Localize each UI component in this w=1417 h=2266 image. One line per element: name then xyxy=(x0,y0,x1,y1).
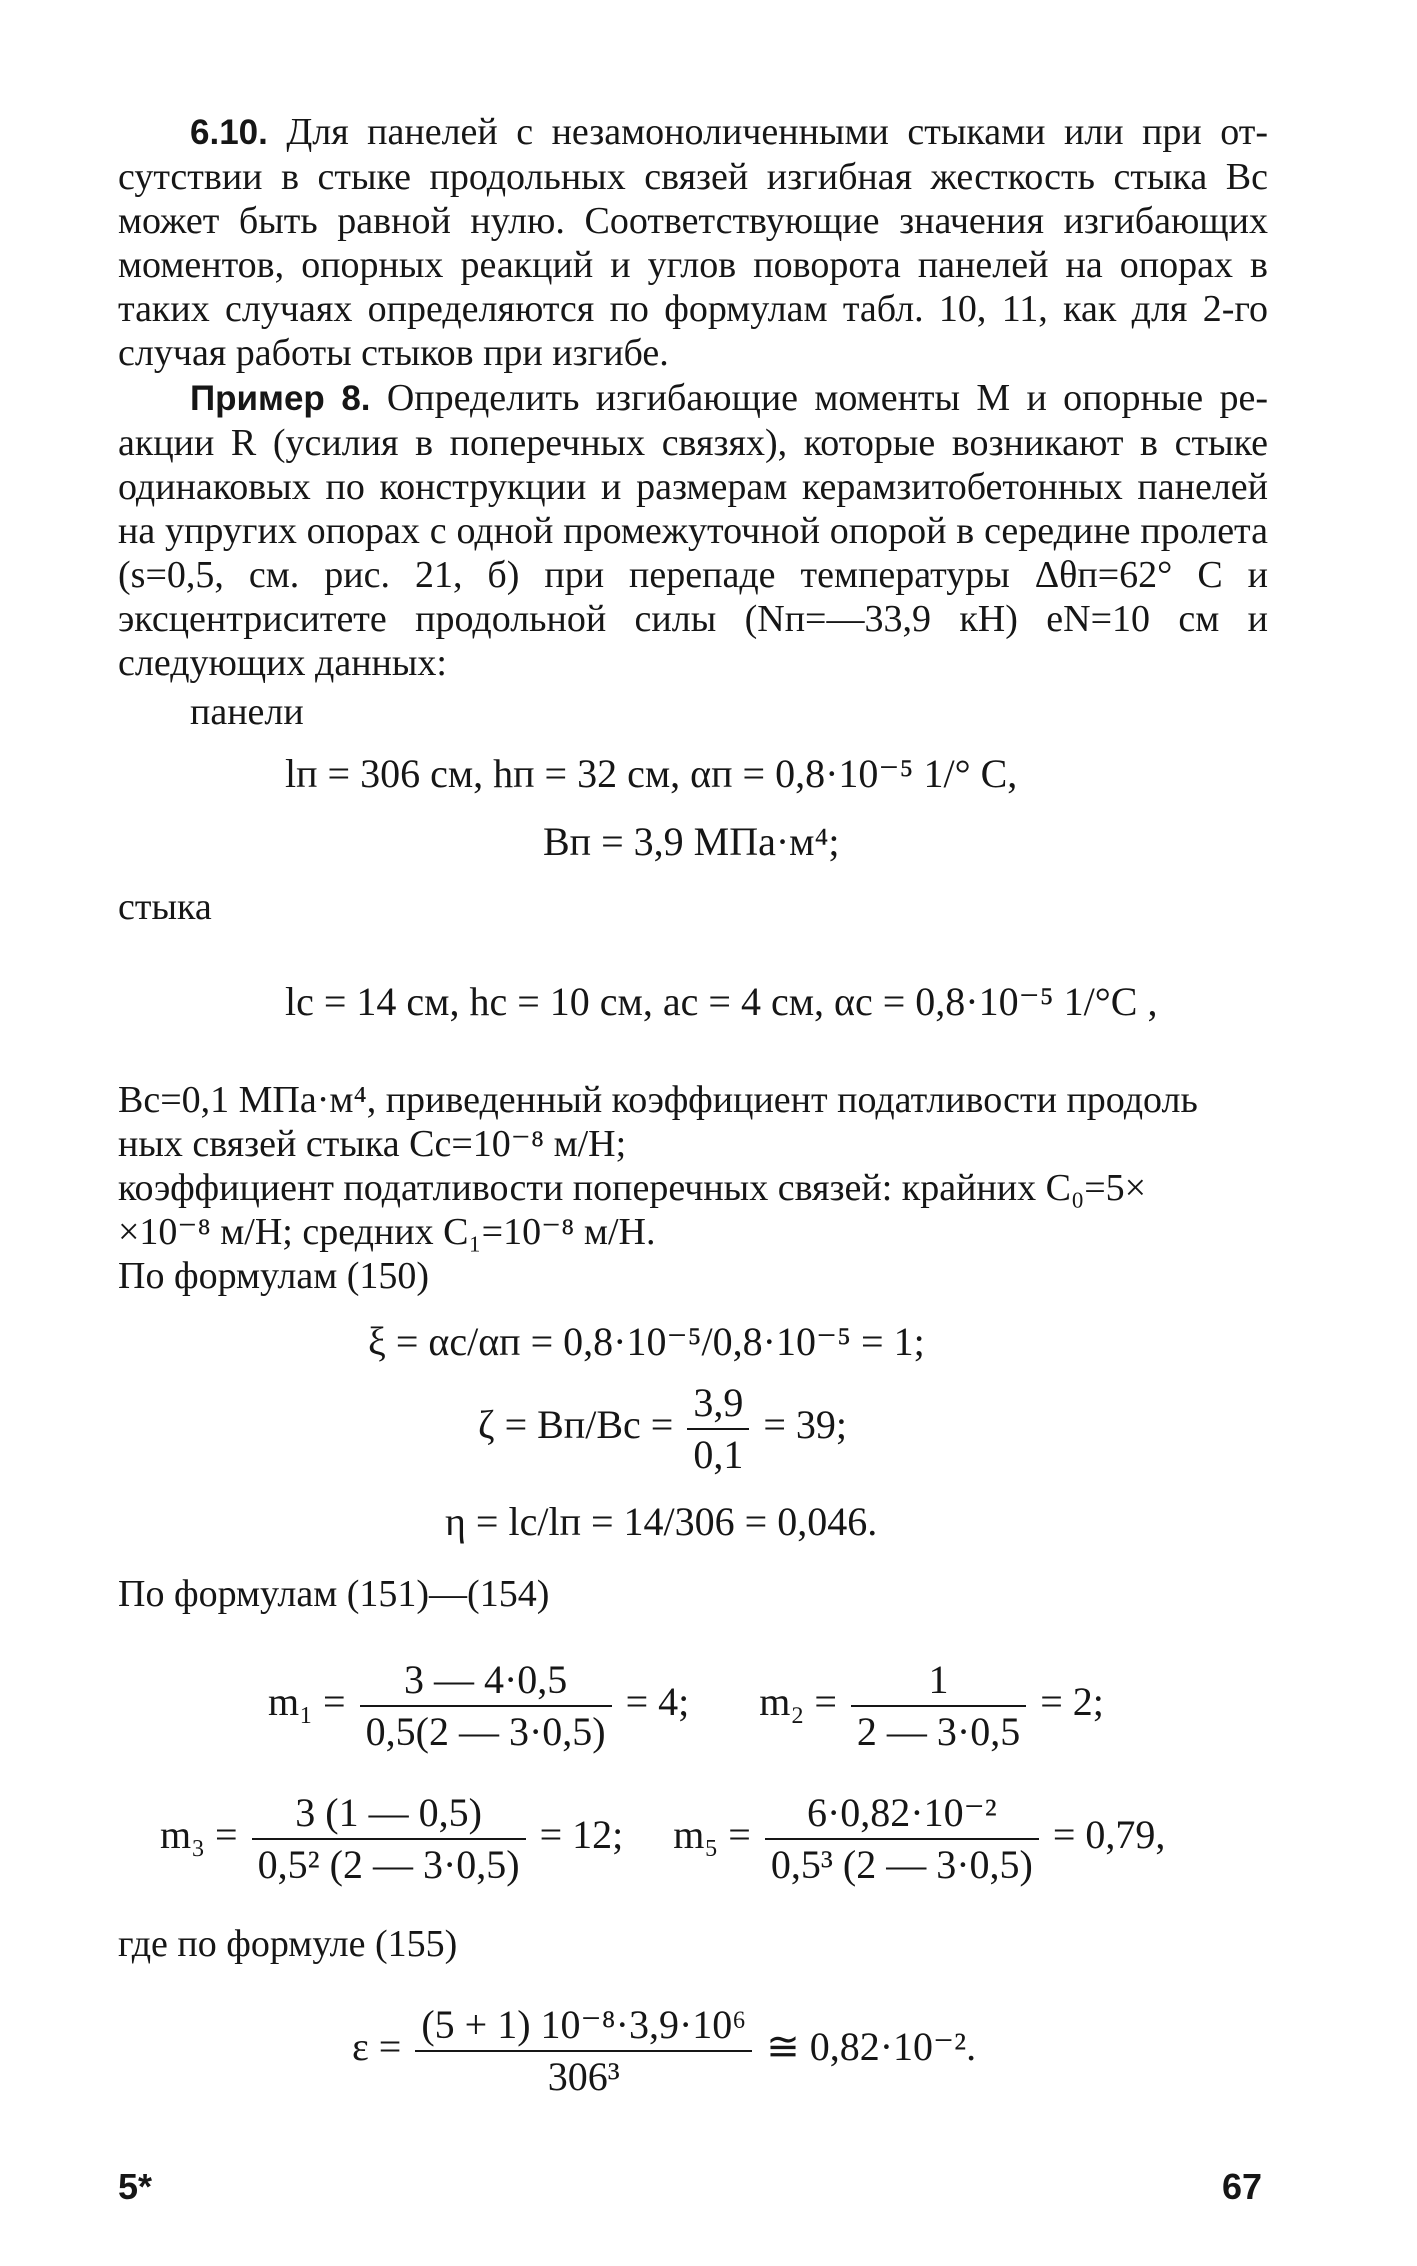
m3-numerator: 3 (1 — 0,5) xyxy=(295,1790,482,1835)
panels-label: панели xyxy=(190,691,304,733)
compliance-line-2: ×10⁻⁸ м/Н; средних C₁=10⁻⁸ м/Н. xyxy=(118,1211,656,1253)
page-number: 67 xyxy=(1222,2166,1263,2207)
by-formulas-151-154: По формулам (151)—(154) xyxy=(118,1573,550,1615)
epsilon-denominator: 306³ xyxy=(415,2050,752,2102)
m5-denominator: 0,5³ (2 — 3·0,5) xyxy=(765,1838,1039,1890)
panel-params-equation: lп = 306 см, hп = 32 см, αп = 0,8·10⁻⁵ 1/° С, xyxy=(285,751,1018,796)
m1-fraction xyxy=(360,1655,612,1757)
m3-lhs: m₃ = xyxy=(160,1812,238,1858)
m2-numerator: 1 xyxy=(928,1657,949,1702)
zeta-denominator: 0,1 xyxy=(687,1428,749,1480)
m1-numerator: 3 — 4·0,5 xyxy=(403,1657,568,1702)
signature-mark: 5* xyxy=(118,2166,153,2207)
eta-equation: η = lс/lп = 14/306 = 0,046. xyxy=(445,1499,878,1544)
example-8-text: Определить изгибающие моменты M и опорные реакции R (усилия в поперечных связях), которые возникают в стыке одинаковых по конструкции и размерам керамзитобетонных панелей на упругих опорах с одной промежуточной опорой в середине пролета (s=0,5, см. рис. 21, б) при перепаде температуры Δθп=62° С и эксцентриситете продольной силы (Nп=—33,9 кН) eN=10 см и следующих данных: xyxy=(118,377,1269,684)
example-8-label: Пример 8. xyxy=(190,379,371,418)
section-number: 6.10. xyxy=(190,113,268,152)
epsilon-rhs: ≅ 0,82·10⁻². xyxy=(766,2024,977,2070)
paragraph-6-10 xyxy=(118,110,1268,375)
m3-m5-equations xyxy=(160,1788,1165,1890)
by-formulas-150: По формулам (150) xyxy=(118,1255,430,1297)
m1-m2-equations xyxy=(268,1655,1104,1757)
xi-equation: ξ = αс/αп = 0,8·10⁻⁵/0,8·10⁻⁵ = 1; xyxy=(368,1319,925,1364)
epsilon-numerator: (5 + 1) 10⁻⁸·3,9·10⁶ xyxy=(421,2002,747,2047)
m3-denominator: 0,5² (2 — 3·0,5) xyxy=(252,1838,526,1890)
where-formula-155: где по формуле (155) xyxy=(118,1923,458,1965)
m2-denominator: 2 — 3·0,5 xyxy=(851,1705,1026,1757)
joint-stiffness-line-2: ных связей стыка Cс=10⁻⁸ м/Н; xyxy=(118,1123,627,1165)
m1-denominator: 0,5(2 — 3·0,5) xyxy=(360,1705,612,1757)
m1-lhs: m₁ = xyxy=(268,1679,346,1725)
epsilon-lhs: ε = xyxy=(352,2024,402,2070)
m3-rhs: = 12; xyxy=(539,1812,624,1858)
m2-rhs: = 2; xyxy=(1040,1679,1104,1725)
epsilon-equation xyxy=(352,2000,976,2102)
zeta-numerator: 3,9 xyxy=(693,1380,744,1425)
zeta-fraction xyxy=(687,1378,749,1480)
panel-stiffness-equation: Bп = 3,9 МПа·м⁴; xyxy=(543,819,840,864)
m1-rhs: = 4; xyxy=(625,1679,690,1725)
m2-fraction xyxy=(851,1655,1026,1757)
zeta-rhs: = 39; xyxy=(763,1402,847,1448)
m2-lhs: m₂ = xyxy=(759,1679,837,1725)
epsilon-fraction xyxy=(415,2000,752,2102)
m3-fraction xyxy=(252,1788,526,1890)
zeta-lhs: ζ = Bп/Bс = xyxy=(478,1402,674,1448)
m5-rhs: = 0,79, xyxy=(1052,1812,1166,1858)
m5-numerator: 6·0,82·10⁻² xyxy=(806,1790,997,1835)
joint-label: стыка xyxy=(118,886,212,928)
m5-lhs: m₅ = xyxy=(673,1812,751,1858)
compliance-line-1: коэффициент податливости поперечных связей: крайних C₀=5× xyxy=(118,1167,1147,1209)
m5-fraction xyxy=(765,1788,1039,1890)
example-8-paragraph xyxy=(118,376,1268,685)
zeta-equation xyxy=(478,1378,847,1480)
paragraph-6-10-text: Для панелей с незамоноличенными стыками или при отсутствии в стыке продольных связей изгибная жесткость стыка Bс может быть равной нулю. Соответствующие значения изгибающих моментов, опорных реакций и углов поворота панелей на опорах в таких случаях определяются по формулам табл. 10, 11, как для 2-го случая работы стыков при изгибе. xyxy=(118,111,1268,374)
joint-stiffness-line-1: Bс=0,1 МПа·м⁴, приведенный коэффициент податливости продоль xyxy=(118,1079,1198,1121)
joint-params-equation: lс = 14 см, hс = 10 см, aс = 4 см, αс = 0,8·10⁻⁵ 1/°С , xyxy=(285,979,1158,1024)
